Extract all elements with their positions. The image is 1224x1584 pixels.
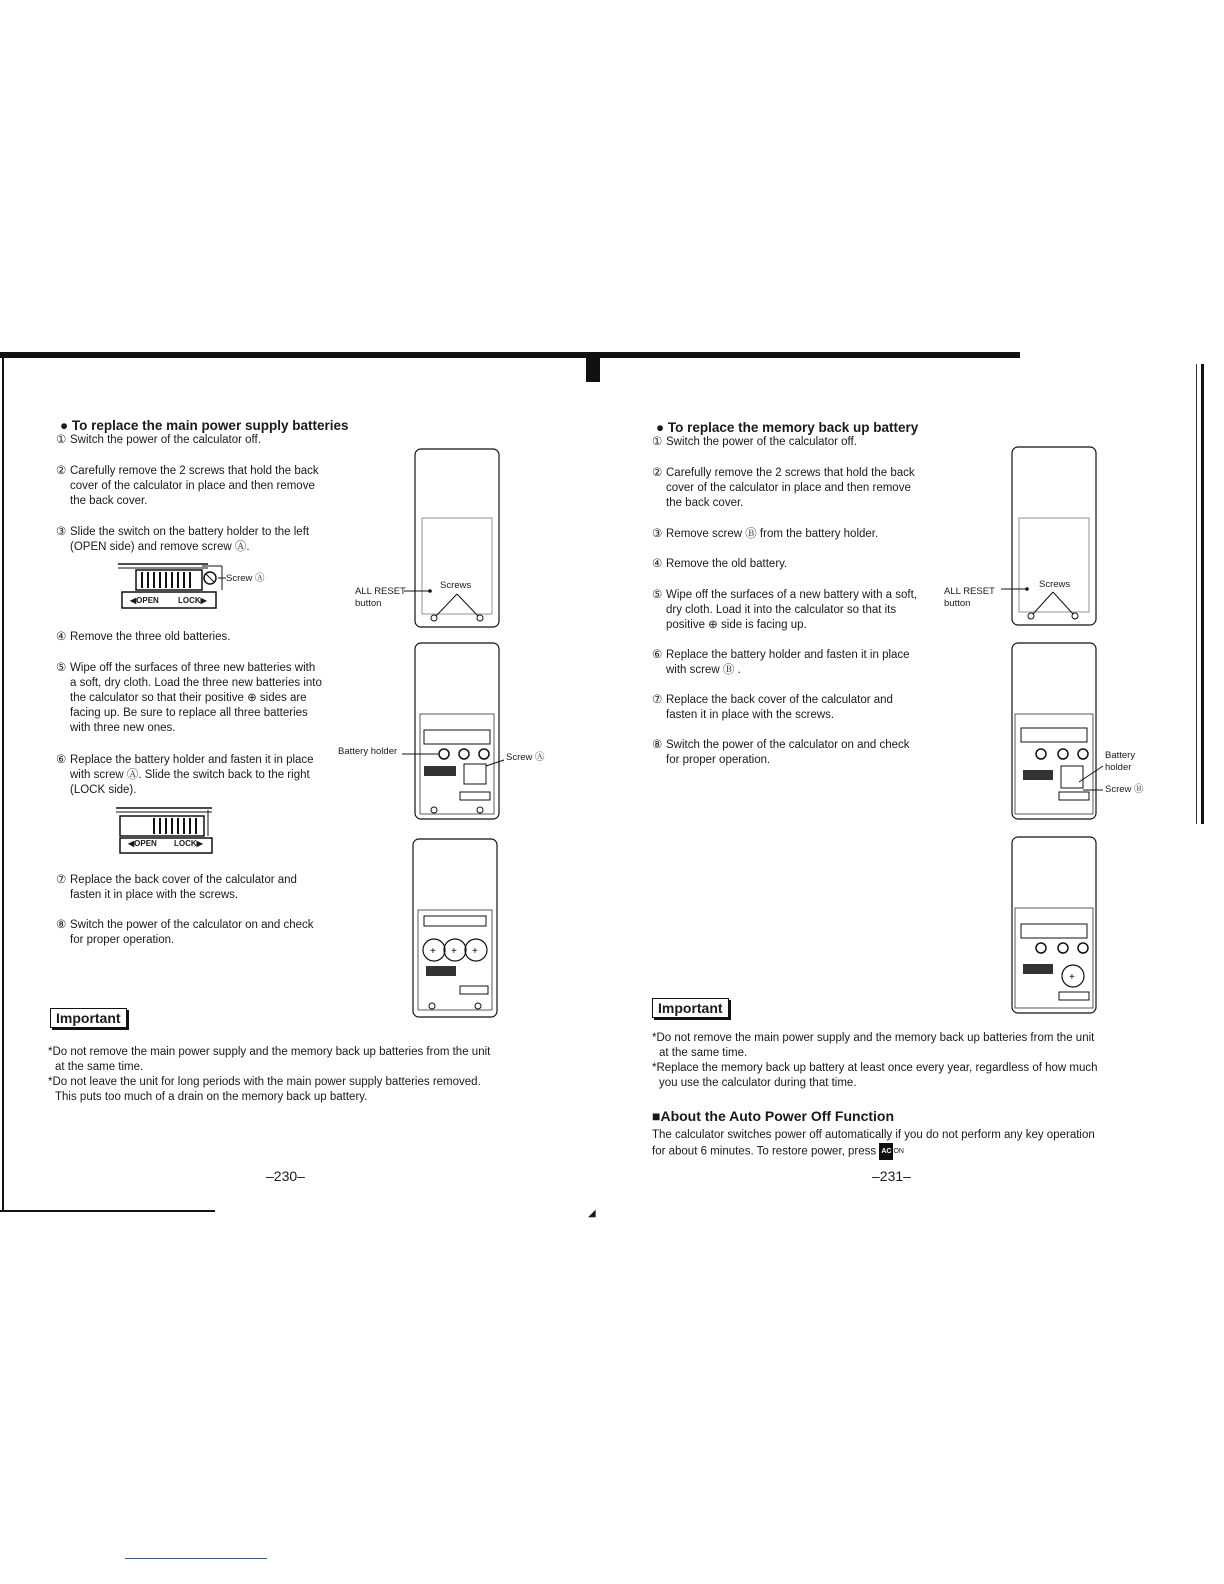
step-text-line: Replace the battery holder and fasten it in place	[70, 754, 314, 766]
svg-text:+: +	[430, 946, 436, 957]
step-number: ②	[56, 465, 67, 477]
step-text-line: Wipe off the surfaces of three new batteries with	[70, 662, 316, 674]
step-number: ⑥	[56, 754, 67, 766]
step-text-line: Switch the power of the calculator off.	[666, 436, 857, 448]
step-number: ②	[652, 467, 663, 479]
right-screws-label: Screws	[1039, 579, 1071, 590]
battery-holder-illustration	[414, 642, 502, 822]
step-8	[56, 918, 346, 948]
right-holder-label: holder	[1105, 762, 1132, 773]
right-button-label: button	[944, 598, 971, 609]
step-8	[652, 738, 942, 768]
step-3	[56, 525, 346, 555]
step-number: ⑦	[652, 694, 663, 706]
bottom-link-line	[125, 1558, 267, 1559]
left-heading: ● To replace the main power supply batteries	[60, 418, 349, 433]
left-important-box: Important	[50, 1008, 127, 1028]
step-3	[652, 527, 942, 542]
battery-holder-label: Battery holder	[338, 746, 398, 757]
memory-battery-inserted-illustration	[1011, 836, 1099, 1016]
important-note-line: *Do not remove the main power supply and the memory back up batteries from the unit	[48, 1046, 491, 1058]
step-1	[56, 433, 346, 448]
step-number: ⑤	[652, 589, 663, 601]
step-text-line: (LOCK side).	[70, 784, 137, 796]
step-text-line: Slide the switch on the battery holder to the left	[70, 526, 310, 538]
step-text-line: Switch the power of the calculator off.	[70, 434, 261, 446]
svg-text:+: +	[451, 946, 457, 957]
bottom-left-border	[0, 1210, 215, 1212]
important-note-line: at the same time.	[55, 1061, 144, 1073]
step-number: ①	[56, 434, 67, 446]
step-4	[56, 630, 346, 645]
ac-key-icon: AC	[879, 1143, 893, 1160]
step-number: ⑦	[56, 874, 67, 886]
step-text-line: dry cloth. Load it into the calculator so that its	[666, 604, 897, 616]
svg-text:+: +	[1069, 972, 1075, 983]
step-text-line: facing up. Be sure to replace all three batteries	[70, 707, 308, 719]
step-text-line: Replace the battery holder and fasten it in place	[666, 649, 910, 661]
step-text-line: with three new ones.	[70, 722, 176, 734]
step-7	[56, 873, 346, 903]
step-text-line: Switch the power of the calculator on and check	[666, 739, 910, 751]
step-text-line: Switch the power of the calculator on and check	[70, 919, 314, 931]
important-note-line: you use the calculator during that time.	[659, 1077, 857, 1089]
auto-power-line-2-text: for about 6 minutes. To restore power, press	[652, 1145, 877, 1158]
step-text-line: fasten it in place with the screws.	[70, 889, 239, 901]
step-text-line: for proper operation.	[70, 934, 175, 946]
step-text-line: (OPEN side) and remove screw Ⓐ.	[70, 541, 250, 553]
three-batteries-illustration	[412, 838, 500, 1020]
step-5	[652, 588, 942, 633]
step-text-line: Carefully remove the 2 screws that hold the back	[70, 465, 319, 477]
step-number: ⑧	[56, 919, 67, 931]
step-6	[652, 648, 942, 678]
step-text-line: the back cover.	[70, 495, 148, 507]
right-heading: ● To replace the memory back up battery	[656, 420, 919, 435]
right-edge-marks	[1196, 364, 1204, 824]
step-text-line: with screw Ⓑ .	[666, 664, 741, 676]
switch2-lock-label: LOCK▶	[174, 839, 203, 848]
step-text-line: the calculator so that their positive ⊕ sides are	[70, 692, 307, 704]
left-button-label: button	[355, 598, 382, 609]
step-number: ⑤	[56, 662, 67, 674]
step-text-line: Carefully remove the 2 screws that hold the back	[666, 467, 915, 479]
step-text-line: Remove the old battery.	[666, 558, 788, 570]
switch-open-label: ◀OPEN	[130, 596, 159, 605]
left-screw-a-callout: Screw Ⓐ	[506, 752, 545, 763]
fold-corner-mark: ◢	[588, 1208, 596, 1219]
important-note-line: at the same time.	[659, 1047, 748, 1059]
step-text-line: the back cover.	[666, 497, 744, 509]
calculator-back-cover-illustration	[414, 448, 502, 630]
left-all-reset-label: ALL RESET	[355, 586, 406, 597]
step-number: ④	[56, 631, 67, 643]
left-page-number: –230–	[266, 1168, 305, 1184]
auto-power-line-1: The calculator switches power off automatically if you do not perform any key operation	[652, 1129, 1095, 1141]
important-note-line: *Do not remove the main power supply and the memory back up batteries from the unit	[652, 1032, 1095, 1044]
right-important-box: Important	[652, 998, 729, 1018]
important-note-line: *Do not leave the unit for long periods with the main power supply batteries removed.	[48, 1076, 481, 1088]
step-text-line: Wipe off the surfaces of a new battery with a soft,	[666, 589, 917, 601]
on-key-label: ON	[893, 1148, 904, 1155]
step-7	[652, 693, 942, 723]
step-text-line: Remove the three old batteries.	[70, 631, 231, 643]
right-screw-b-label: Screw Ⓑ	[1105, 784, 1144, 795]
svg-text:+: +	[472, 946, 478, 957]
step-1	[652, 435, 942, 450]
step-text-line: with screw Ⓐ. Slide the switch back to the right	[70, 769, 310, 781]
step-number: ④	[652, 558, 663, 570]
step-text-line: cover of the calculator in place and then remove	[666, 482, 911, 494]
step-4	[652, 557, 942, 572]
right-all-reset-label: ALL RESET	[944, 586, 995, 597]
switch-lock-label: LOCK▶	[178, 596, 207, 605]
step-number: ③	[56, 526, 67, 538]
left-screws-label: Screws	[440, 580, 472, 591]
step-text-line: Remove screw Ⓑ from the battery holder.	[666, 528, 879, 540]
step-2	[652, 466, 942, 511]
step-5	[56, 661, 346, 736]
right-back-cover-illustration	[1011, 446, 1099, 628]
important-note-line: This puts too much of a drain on the memory back up battery.	[55, 1091, 368, 1103]
memory-battery-holder-illustration	[1011, 642, 1099, 822]
step-number: ⑧	[652, 739, 663, 751]
step-text-line: positive ⊕ side is facing up.	[666, 619, 807, 631]
step-2	[56, 464, 346, 509]
left-edge	[2, 352, 4, 1212]
screw-a-label: Screw Ⓐ	[226, 573, 265, 584]
important-note-line: *Replace the memory back up battery at least once every year, regardless of how much	[652, 1062, 1098, 1074]
step-text-line: for proper operation.	[666, 754, 771, 766]
step-text-line: fasten it in place with the screws.	[666, 709, 835, 721]
right-page-number: –231–	[872, 1168, 911, 1184]
auto-power-line-2	[652, 1143, 904, 1160]
step-text-line: cover of the calculator in place and then remove	[70, 480, 315, 492]
step-number: ①	[652, 436, 663, 448]
step-text-line: Replace the back cover of the calculator and	[666, 694, 893, 706]
step-text-line: a soft, dry cloth. Load the three new batteries into	[70, 677, 322, 689]
step-number: ③	[652, 528, 663, 540]
page-fold-mark	[586, 352, 600, 382]
step-6	[56, 753, 346, 798]
step-number: ⑥	[652, 649, 663, 661]
step-text-line: Replace the back cover of the calculator and	[70, 874, 297, 886]
right-battery-label: Battery	[1105, 750, 1136, 761]
auto-power-heading: ■About the Auto Power Off Function	[652, 1108, 895, 1124]
top-border	[0, 352, 1020, 358]
switch2-open-label: ◀OPEN	[128, 839, 157, 848]
